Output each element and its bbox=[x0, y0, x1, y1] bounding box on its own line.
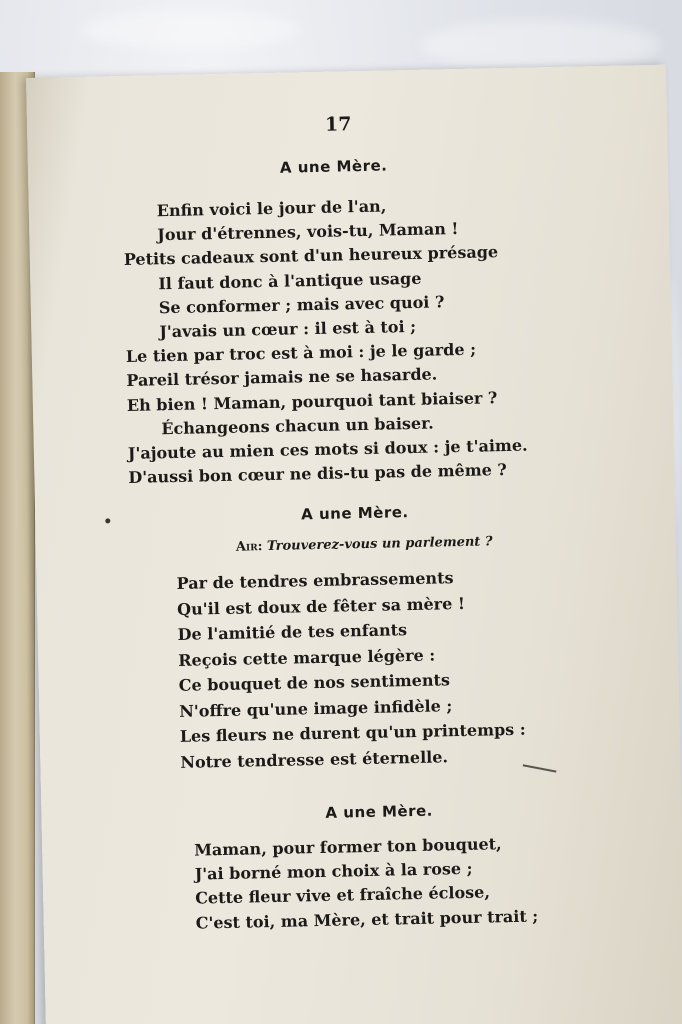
verse-line: D'aussi bon cœur ne dis-tu pas de même ? bbox=[128, 460, 507, 488]
verse-line: Qu'il est doux de fêter sa mère ! bbox=[176, 593, 466, 619]
verse-line: C'est toi, ma Mère, et trait pour trait ; bbox=[195, 906, 539, 933]
book-page bbox=[26, 65, 682, 1024]
verse-line: Eh bien ! Maman, pourquoi tant biaiser ? bbox=[126, 387, 498, 415]
poem-title-1: A une Mère. bbox=[279, 156, 388, 177]
verse-line: Par de tendres embrassements bbox=[176, 568, 454, 593]
cloth-fold bbox=[420, 20, 660, 70]
verse-line: N'offre qu'une image infidèle ; bbox=[179, 695, 453, 721]
air-label: Air: bbox=[235, 539, 263, 555]
cloth-fold bbox=[80, 10, 300, 50]
verse-line: J'avais un cœur : il est à toi ; bbox=[159, 316, 417, 342]
verse-line: Pareil trésor jamais ne se hasarde. bbox=[126, 364, 438, 391]
page-number: 17 bbox=[324, 113, 352, 136]
verse-line: Il faut donc à l'antique usage bbox=[158, 268, 422, 293]
verse-line: De l'amitié de tes enfants bbox=[177, 620, 408, 644]
verse-line: J'ajoute au mien ces mots si doux : je t'aime. bbox=[127, 435, 528, 463]
poem-2-verse bbox=[176, 564, 526, 775]
verse-line: Petits cadeaux sont d'un heureux présage bbox=[123, 242, 499, 270]
verse-line: Se conformer ; mais avec quoi ? bbox=[158, 292, 445, 318]
poem-title-3: A une Mère. bbox=[325, 801, 434, 822]
verse-line: Le tien par troc est à moi : je le garde ; bbox=[125, 339, 477, 367]
verse-line: Ce bouquet de nos sentiments bbox=[178, 670, 451, 695]
verse-line: Échangeons chacun un baiser. bbox=[161, 413, 434, 439]
ink-spot bbox=[105, 518, 110, 523]
air-line bbox=[236, 534, 493, 554]
verse-line: Maman, pour former ton bouquet, bbox=[194, 834, 502, 860]
verse-line: Notre tendresse est éternelle. bbox=[180, 746, 449, 772]
verse-line: J'ai borné mon choix à la rose ; bbox=[194, 859, 473, 884]
poem-3-verse bbox=[194, 831, 539, 935]
pencil-mark bbox=[523, 764, 557, 772]
verse-line: Reçois cette marque légère : bbox=[178, 645, 436, 670]
verse-line: Les fleurs ne durent qu'un printemps : bbox=[179, 719, 526, 746]
air-tune: Trouverez-vous un parlement ? bbox=[266, 534, 493, 555]
poem-1-verse bbox=[123, 192, 529, 491]
verse-line: Jour d'étrennes, vois-tu, Maman ! bbox=[157, 219, 459, 245]
poem-title-2: A une Mère. bbox=[301, 503, 409, 524]
verse-line: Cette fleur vive et fraîche éclose, bbox=[195, 882, 491, 909]
verse-line: Enfin voici le jour de l'an, bbox=[156, 196, 387, 221]
